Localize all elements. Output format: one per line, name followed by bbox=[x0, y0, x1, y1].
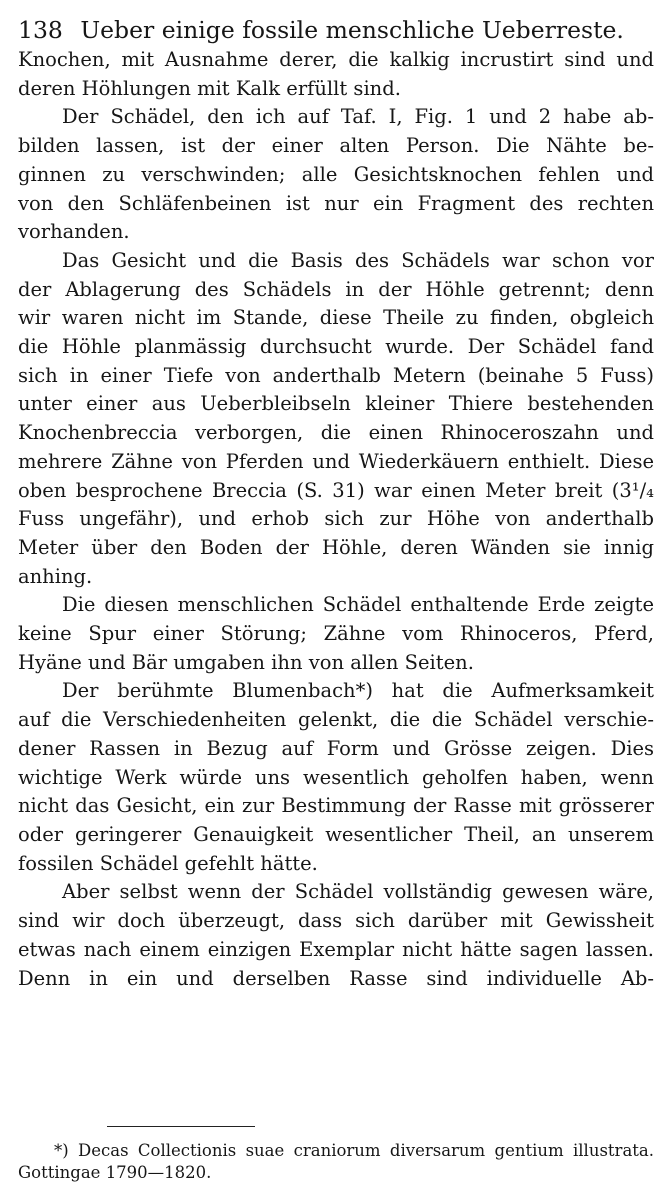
text-line: sind wir doch überzeugt, dass sich darüber mit Gewissheit bbox=[18, 909, 654, 933]
text-line: etwas nach einem einzigen Exemplar nicht hätte sagen lassen. bbox=[18, 937, 654, 961]
footnote-divider bbox=[107, 1126, 255, 1127]
text-line: Aber selbst wenn der Schädel vollständig gewesen wäre, bbox=[62, 880, 654, 904]
text-line: unter einer aus Ueberbleibseln kleiner Thiere bestehenden bbox=[18, 392, 654, 416]
paragraph bbox=[18, 46, 654, 103]
text-line: anhing. bbox=[18, 564, 93, 588]
text-line: dener Rassen in Bezug auf Form und Grösse zeigen. Dies bbox=[18, 736, 654, 760]
text-line: keine Spur einer Störung; Zähne vom Rhinoceros, Pferd, bbox=[18, 622, 654, 646]
text-line: Hyäne und Bär umgaben ihn von allen Seiten. bbox=[18, 650, 474, 674]
text-line: oder geringerer Genauigkeit wesentlicher Theil, an unserem bbox=[18, 822, 654, 846]
text-line: Der Schädel, den ich auf Taf. I, Fig. 1 und 2 habe ab- bbox=[62, 105, 654, 129]
text-line: Meter über den Boden der Höhle, deren Wänden sie innig bbox=[18, 535, 654, 559]
text-line: mehrere Zähne von Pferden und Wiederkäuern enthielt. Diese bbox=[18, 449, 654, 473]
page-number: 138 bbox=[18, 16, 63, 44]
text-line: Knochenbreccia verborgen, die einen Rhinoceroszahn und bbox=[18, 421, 654, 445]
text-line: die Höhle planmässig durchsucht wurde. Der Schädel fand bbox=[18, 335, 654, 359]
text-line: von den Schläfenbeinen ist nur ein Fragment des rechten bbox=[18, 191, 654, 215]
paragraph bbox=[18, 677, 654, 878]
paragraph bbox=[18, 103, 654, 247]
text-line: nicht das Gesicht, ein zur Bestimmung der Rasse mit grösserer bbox=[18, 794, 654, 818]
text-line: fossilen Schädel gefehlt hätte. bbox=[18, 851, 318, 875]
page-body bbox=[18, 14, 654, 993]
text-line: sich in einer Tiefe von anderthalb Metern (beinahe 5 Fuss) bbox=[18, 363, 654, 387]
text-line: Das Gesicht und die Basis des Schädels war schon vor bbox=[62, 248, 654, 272]
text-line: bilden lassen, ist der einer alten Person. Die Nähte be- bbox=[18, 134, 654, 158]
text-line: deren Höhlungen mit Kalk erfüllt sind. bbox=[18, 76, 401, 100]
text-line: Denn in ein und derselben Rasse sind individuelle Ab- bbox=[18, 966, 654, 990]
text-line: wir waren nicht im Stande, diese Theile zu finden, obgleich bbox=[18, 306, 654, 330]
text-line: ginnen zu verschwinden; alle Gesichtsknochen fehlen und bbox=[18, 162, 654, 186]
footnote-line: *) Decas Collectionis suae craniorum diversarum gentium illustrata. bbox=[54, 1141, 654, 1160]
text-line: Der berühmte Blumenbach*) hat die Aufmerksamkeit bbox=[62, 679, 654, 703]
running-title: Ueber einige fossile menschliche Ueberreste. bbox=[80, 16, 624, 44]
text-line: wichtige Werk würde uns wesentlich geholfen haben, wenn bbox=[18, 765, 654, 789]
text-line: auf die Verschiedenheiten gelenkt, die die Schädel verschie- bbox=[18, 708, 654, 732]
text-line: Knochen, mit Ausnahme derer, die kalkig incrustirt sind und bbox=[18, 48, 654, 71]
footnote bbox=[18, 1140, 654, 1184]
paragraph bbox=[18, 591, 654, 677]
text-line: vorhanden. bbox=[18, 220, 130, 244]
paragraph bbox=[18, 247, 654, 591]
paragraph bbox=[18, 878, 654, 993]
footnote-line: Gottingae 1790—1820. bbox=[18, 1163, 212, 1182]
running-header bbox=[18, 14, 654, 46]
text-line: Die diesen menschlichen Schädel enthaltende Erde zeigte bbox=[62, 593, 654, 617]
text-line: der Ablagerung des Schädels in der Höhle getrennt; denn bbox=[18, 277, 654, 301]
text-line: oben besprochene Breccia (S. 31) war einen Meter breit (3¹/₄ bbox=[18, 478, 654, 502]
text-line: Fuss ungefähr), und erhob sich zur Höhe von anderthalb bbox=[18, 507, 654, 531]
